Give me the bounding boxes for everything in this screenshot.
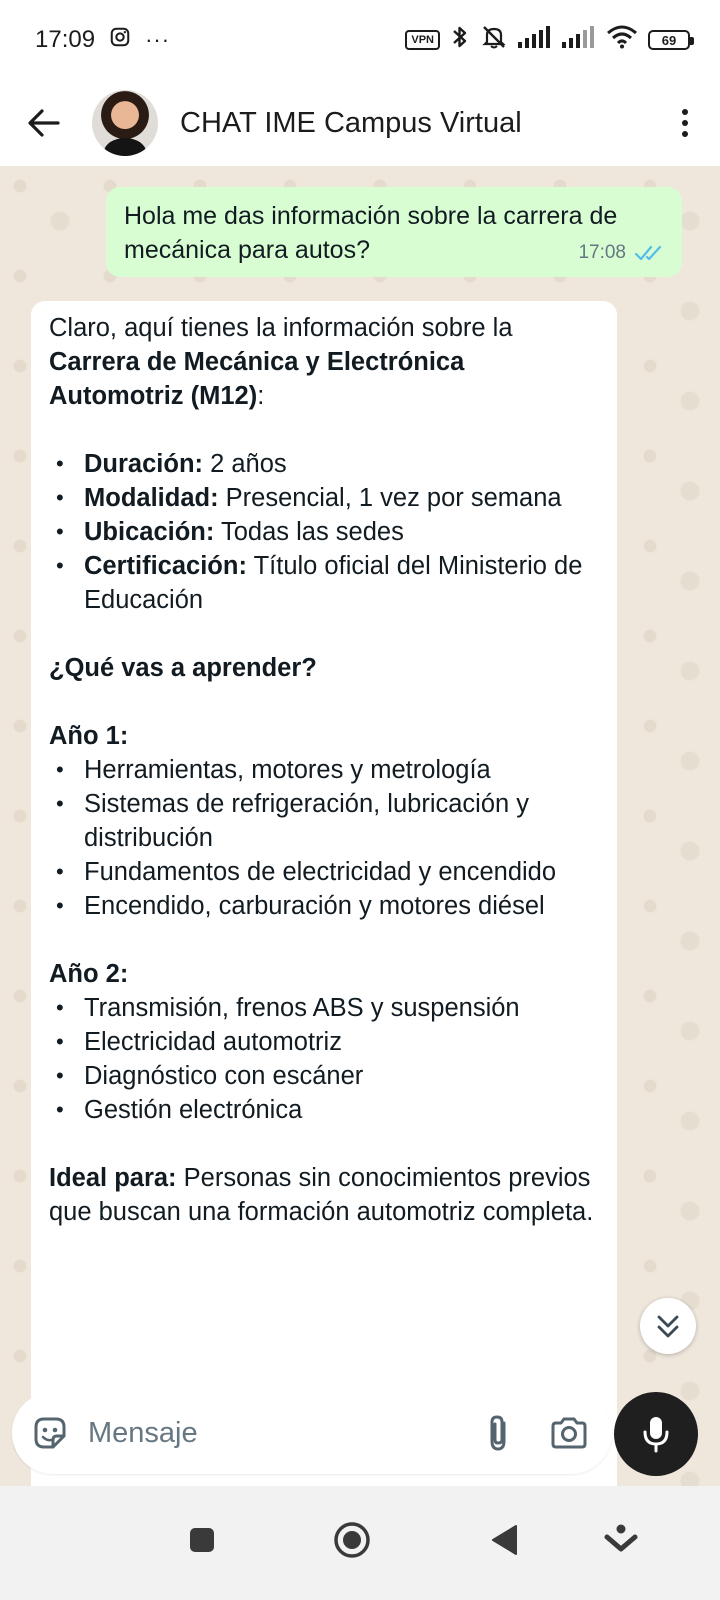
camera-button[interactable] [548,1413,590,1453]
list-item: • Ubicación: Todas las sedes [49,515,599,549]
instagram-icon [109,26,131,55]
scroll-to-bottom-button[interactable] [640,1298,696,1354]
learn-heading: ¿Qué vas a aprender? [49,654,317,682]
year2-heading: Año 2: [49,960,129,988]
microphone-icon [642,1415,670,1453]
status-right [405,24,690,57]
sticker-icon [31,1414,69,1452]
camera-icon [549,1416,589,1450]
bell-off-icon [480,24,508,57]
assistant-button[interactable] [600,1518,642,1562]
contact-avatar[interactable] [92,90,158,156]
list-item: • Gestión electrónica [49,1093,599,1127]
more-vertical-icon [682,109,688,115]
home-circle-icon [333,1521,371,1559]
incoming-message[interactable] [31,301,617,1516]
system-navigation-bar [0,1486,720,1600]
square-icon [188,1526,216,1554]
more-options-button[interactable] [670,101,700,145]
year1-list [49,753,599,923]
message-composer [12,1392,612,1474]
outgoing-message[interactable] [106,187,682,277]
home-button[interactable] [330,1518,374,1562]
list-item: • Transmisión, frenos ABS y suspensión [49,991,599,1025]
list-item: • Encendido, carburación y motores diésel [49,889,599,923]
keyboard-hide-icon [604,1523,638,1557]
voice-message-button[interactable] [614,1392,698,1476]
signal-weak-icon [562,26,596,55]
status-time: 17:09 [35,26,96,53]
triangle-back-icon [490,1524,518,1556]
career-name: Carrera de Mecánica y Electrónica Automotriz (M12) [49,348,465,410]
year2-list [49,991,599,1127]
list-item: • Certificación: Título oficial del Ministerio de Educación [49,549,599,617]
back-nav-button[interactable] [484,1520,524,1560]
ideal-paragraph: Ideal para: Personas sin conocimientos previos que buscan una formación automotriz completa. [49,1164,594,1226]
chevrons-down-icon [655,1312,681,1340]
status-left [35,26,170,55]
message-input[interactable] [88,1417,448,1450]
list-item: • Herramientas, motores y metrología [49,753,599,787]
signal-icon [518,26,552,55]
list-item: • Duración: 2 años [49,447,599,481]
vpn-badge: VPN [405,30,440,50]
recents-button[interactable] [182,1520,222,1560]
outgoing-message-text: Hola me das información sobre la carrera de mecánica para autos? [124,202,618,264]
list-item: • Sistemas de refrigeración, lubricación y distribución [49,787,599,855]
bluetooth-icon [450,24,470,57]
details-list [49,447,599,617]
message-time: 17:08 [578,242,626,263]
double-check-icon [634,244,664,262]
list-item: • Electricidad automotriz [49,1025,599,1059]
attach-button[interactable] [478,1413,518,1453]
list-item: • Fundamentos de electricidad y encendido [49,855,599,889]
list-item: • Modalidad: Presencial, 1 vez por semana [49,481,599,515]
more-notifications-icon: ··· [145,27,171,52]
chat-area[interactable] [0,166,720,1516]
paperclip-icon [485,1413,511,1453]
back-button[interactable] [22,101,66,145]
status-bar [0,0,720,80]
year1-heading: Año 1: [49,722,129,750]
sticker-button[interactable] [30,1413,70,1453]
chat-title[interactable]: CHAT IME Campus Virtual [180,106,522,139]
battery-indicator: 69 [648,30,690,50]
list-item: • Diagnóstico con escáner [49,1059,599,1093]
intro-paragraph: Claro, aquí tienes la información sobre la Carrera de Mecánica y Electrónica Automotriz (M12): [49,314,513,410]
chat-header [0,80,720,166]
arrow-left-icon [28,109,60,137]
wifi-icon [606,25,638,56]
